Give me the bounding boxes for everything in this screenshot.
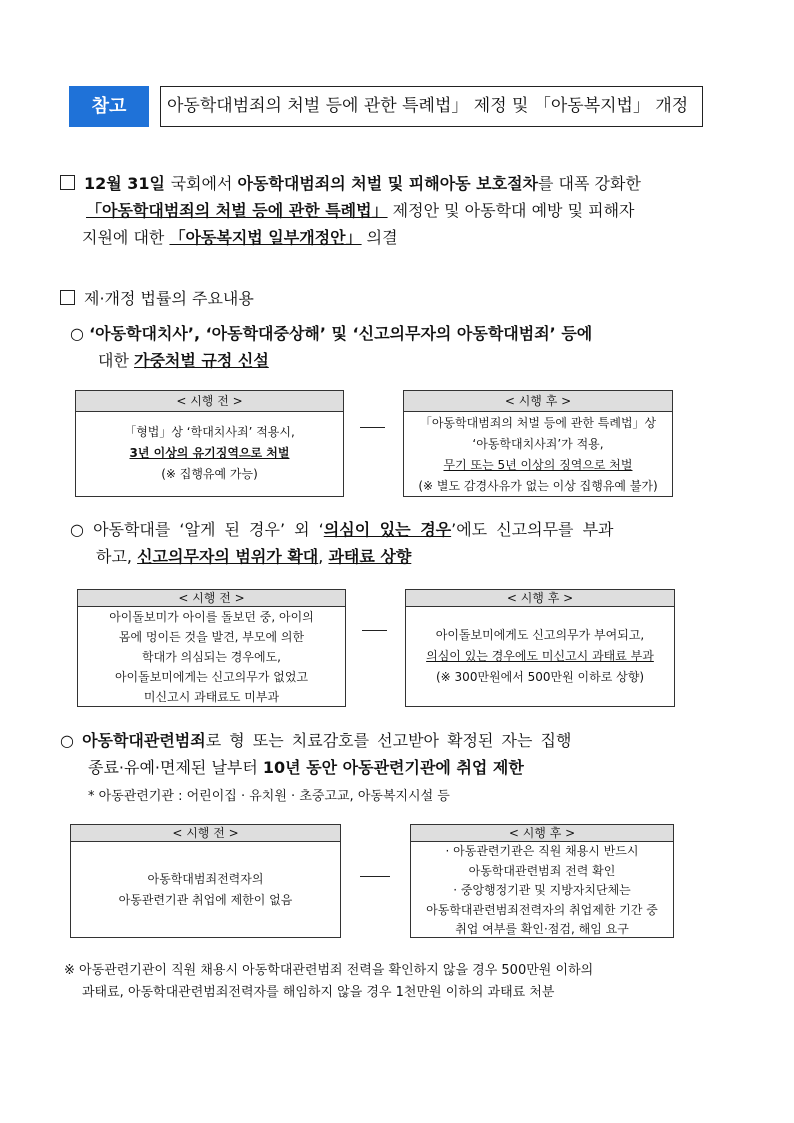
item-reporting-duty: ○ 아동학대를 ‘알게 된 경우’ 외 ‘의심이 있는 경우’에도 신고의무를 부과 하고, 신고의무자의 범위가 확대, 과태료 상향 [70, 520, 614, 566]
circle-bullet-icon: ○ [70, 324, 84, 343]
checkbox-bullet-icon [60, 175, 75, 190]
circle-bullet-icon: ○ [70, 520, 84, 539]
item-aggravated-punishment: ○ ‘아동학대치사’, ‘아동학대중상해’ 및 ‘신고의무자의 아동학대범죄’ 등에 대한 가중처벌 규정 신설 [70, 324, 593, 370]
arrow-dash [360, 427, 385, 428]
item-employment-restriction: ○ 아동학대관련범죄로 형 또는 치료감호를 선고받아 확정된 자는 집행 종료·유예·면제된 날부터 10년 동안 아동관련기관에 취업 제한 [60, 731, 572, 777]
arrow-dash [360, 876, 390, 877]
footnote-child-institutions: * 아동관련기관 : 어린이집 · 유치원 · 초중고교, 아동복지시설 등 [88, 789, 450, 804]
penalty-footnote: ※ 아동관련기관이 직원 채용시 아동학대관련범죄 전력을 확인하지 않을 경우 500만원 이하의 과태료, 아동학대관련범죄전력자를 해임하지 않을 경우 1천만원 이하의 과태료 처분 [64, 963, 594, 1000]
item1-after-box: < 시행 후 > 「아동학대범죄의 처벌 등에 관한 특례법」상 ‘아동학대치사죄’가 적용, 무기 또는 5년 이상의 징역으로 처벌 (※ 별도 감경사유가 없는 이상 집행유예 불가) [403, 390, 673, 497]
item3-after-box: < 시행 후 > · 아동관련기관은 직원 채용시 반드시 아동학대관련범죄 전력 확인 · 중앙행정기관 및 지방자치단체는 아동학대관련범죄전력자의 취업제한 기간 중 취업 여부를 확인·점검, 해임 요구 [410, 824, 674, 938]
reference-mark: ※ [64, 963, 75, 978]
paragraph-resolution: 12월 31일 국회에서 아동학대범죄의 처벌 및 피해아동 보호절차를 대폭 강화한 「아동학대범죄의 처벌 등에 관한 특례법」 제정안 및 아동학대 예방 및 피해자 지원에 대한 「아동복지법 일부개정안」 의결 [60, 170, 720, 251]
after-header: < 시행 후 > [411, 825, 673, 842]
reference-tag: 참고 [69, 86, 149, 127]
item3-before-box: < 시행 전 > 아동학대범죄전력자의 아동관련기관 취업에 제한이 없음 [70, 824, 341, 938]
section-heading-main-contents: 제·개정 법률의 주요내용 [60, 285, 254, 312]
after-header: < 시행 후 > [404, 391, 672, 412]
circle-bullet-icon: ○ [60, 731, 74, 750]
document-title: 아동학대범죄의 처벌 등에 관한 특례법」 제정 및 「아동복지법」 개정 [160, 86, 703, 127]
after-header: < 시행 후 > [406, 590, 674, 607]
item1-before-box: < 시행 전 > 「형법」상 ‘학대치사죄’ 적용시, 3년 이상의 유기징역으로 처벌 (※ 집행유예 가능) [75, 390, 344, 497]
before-header: < 시행 전 > [71, 825, 340, 842]
arrow-dash [362, 630, 387, 631]
before-header: < 시행 전 > [76, 391, 343, 412]
checkbox-bullet-icon [60, 290, 75, 305]
item2-before-box: < 시행 전 > 아이돌보미가 아이를 돌보던 중, 아이의 몸에 멍이든 것을 발견, 부모에 의한 학대가 의심되는 경우에도, 아이돌보미에게는 신고의무가 없었고 미신고시 과태료도 미부과 [77, 589, 346, 707]
before-header: < 시행 전 > [78, 590, 345, 607]
item2-after-box: < 시행 후 > 아이돌보미에게도 신고의무가 부여되고, 의심이 있는 경우에도 미신고시 과태료 부과 (※ 300만원에서 500만원 이하로 상향) [405, 589, 675, 707]
